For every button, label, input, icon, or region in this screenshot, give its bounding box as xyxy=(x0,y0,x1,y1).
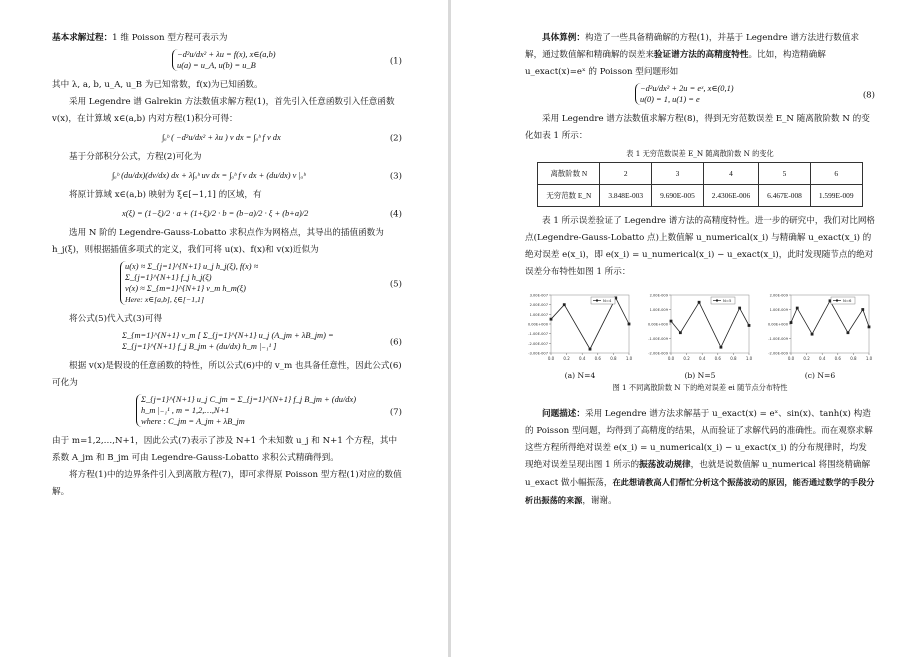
x-tick-label: 0.8 xyxy=(850,356,857,361)
data-point xyxy=(790,321,793,324)
eq7-number: (7) xyxy=(389,407,402,417)
table-cell: 9.690E-005 xyxy=(652,185,704,207)
y-tick-label: 0.00E+000 xyxy=(647,322,668,327)
problem-mid: ，也就是说数值解 u_numerical 将围绕精确解 u_exact 做小幅振荡， xyxy=(525,460,871,488)
data-point xyxy=(748,324,751,327)
paragraph-table-intro: 采用 Legendre 谱方法数值求解方程(8)，得到无穷范数误差 E_N 随离散阶数 N 的变化如表 1 所示： xyxy=(525,114,870,141)
eq3-body: ∫ₐᵇ (du/dx)(dv/dx) dx + λ∫ₐᵇ uv dx = ∫ₐᵇ f v dx + (du/dx) v |ₐᵇ xyxy=(112,171,306,180)
paragraph-intro xyxy=(52,30,402,47)
paragraph-problem xyxy=(525,406,875,510)
paragraph-constants: 其中 λ, a, b, u_A, u_B 为已知常数，f(x)为已知函数。 xyxy=(52,80,263,90)
eq8-line2: u(0) = 1, u(1) = e xyxy=(640,95,700,104)
x-tick-label: 0.0 xyxy=(787,356,795,361)
y-tick-label: 0.00E+000 xyxy=(527,322,548,327)
figure-1 xyxy=(525,287,875,380)
x-tick-label: 0.4 xyxy=(819,356,826,361)
equation-7 xyxy=(52,394,402,431)
table-cell: 3.848E-003 xyxy=(600,185,652,207)
y-tick-label: 1.00E-007 xyxy=(529,312,548,317)
paragraph-mapping: 将原计算域 x∈(a,b) 映射为 ξ∈[−1,1] 的区域，有 xyxy=(69,190,262,200)
x-tick-label: 1.0 xyxy=(625,356,633,361)
eq7-line1: Σ_{j=1}^{N+1} u_j C_jm = Σ_{j=1}^{N+1} f_j B_jm + (du/dx) h_m |₋₁¹ , m = 1,2,…,N+1 xyxy=(141,395,356,415)
table-caption: 表 1 无穷范数误差 E_N 随离散阶数 N 的变化 xyxy=(626,149,774,158)
data-point xyxy=(550,318,553,321)
legend-marker xyxy=(716,300,718,302)
example-tail: 。比如，构造精确解 u_exact(x)=eˣ 的 Poisson 型问题形如 xyxy=(525,50,826,77)
y-tick-label: 3.00E-007 xyxy=(529,293,548,298)
table-cell: 4 xyxy=(703,163,758,185)
series-line xyxy=(671,302,749,347)
x-tick-label: 0.4 xyxy=(699,356,706,361)
series-line xyxy=(551,298,629,349)
example-bold: 验证谱方法的高精度特性 xyxy=(653,50,749,60)
equation-8 xyxy=(525,83,875,109)
eq5-line2: v(x) ≈ Σ_{m=1}^{N+1} v_m h_m(ξ) xyxy=(125,284,246,293)
eq7-line2: where : C_jm = A_jm + λB_jm xyxy=(141,417,245,426)
eq1-line2: u(a) = u_A, u(b) = u_B xyxy=(177,61,256,70)
x-tick-label: 1.0 xyxy=(865,356,873,361)
x-tick-label: 0.8 xyxy=(730,356,737,361)
equation-1 xyxy=(52,49,402,75)
y-tick-label: -1.00E-007 xyxy=(528,332,548,337)
paragraph-galerkin: 采用 Legendre 谱 Galrekin 方法数值求解方程(1)，首先引入任意函数引入任意函数 v(x)，在计算域 x∈(a,b) 内对方程(1)积分可得： xyxy=(52,97,395,124)
x-tick-label: 0.6 xyxy=(834,356,841,361)
table-header-n: 离散阶数 N xyxy=(538,163,600,185)
paragraph-substitute: 将公式(5)代入式(3)可得 xyxy=(69,314,163,324)
eq3-number: (3) xyxy=(389,171,402,181)
paragraph-integration-by-parts: 基于分部积分公式，方程(2)可化为 xyxy=(69,152,202,162)
plot-n4 xyxy=(525,287,635,365)
problem-highlight: 在此想请教高人们帮忙分析这个振荡波动的原因，能否通过数学的手段分析出振荡的来源 xyxy=(525,477,875,505)
y-tick-label: -3.00E-007 xyxy=(528,351,548,356)
eq4-body: x(ξ) = (1−ξ)/2 · a + (1+ξ)/2 · b = (b−a)/2 · ξ + (b+a)/2 xyxy=(122,209,309,218)
example-text: 构造了一些具备精确解的方程(1)，并基于 Legendre 谱方法进行数值求解，通过数值解和精确解的误差来 xyxy=(525,33,860,60)
data-point xyxy=(720,346,723,349)
data-point xyxy=(670,320,673,323)
x-tick-label: 0.2 xyxy=(563,356,570,361)
x-tick-label: 0.4 xyxy=(579,356,586,361)
y-tick-label: -2.00E-009 xyxy=(648,351,668,356)
data-point xyxy=(589,348,592,351)
error-table xyxy=(537,162,862,207)
problem-text: 采用 Legendre 谱方法求解基于 u_exact(x) = eˣ、sin(x)、tanh(x) 构造的 Poisson 型问题，均得到了高精度的结果，从而验证了求解代码的准确性。而在观察求解这些方程所得绝对误差 e(x_i) = u_numerical(x_i) − u_exact(x_i) 的分布规律时，均发现绝对误差呈现出图 1 所示的 xyxy=(525,409,873,470)
y-tick-label: -1.00E-009 xyxy=(768,337,788,341)
problem-bold: 振荡波动规律 xyxy=(639,460,691,470)
y-tick-label: 2.00E-007 xyxy=(529,303,548,308)
eq5-here: Here: x∈[a,b], ξ∈[−1,1] xyxy=(125,295,204,304)
data-point xyxy=(847,331,850,334)
section-head-problem: 问题描述： xyxy=(542,409,585,419)
y-tick-label: 0.00E+000 xyxy=(767,322,788,327)
y-tick-label: 2.00E-009 xyxy=(649,293,668,298)
right-column xyxy=(525,30,875,510)
y-tick-label: 2.00E-009 xyxy=(769,293,788,298)
x-tick-label: 0.2 xyxy=(803,356,810,361)
table-cell: 2 xyxy=(600,163,652,185)
plot-frame xyxy=(791,295,869,353)
data-point xyxy=(738,307,741,310)
data-point xyxy=(868,326,871,329)
right-page xyxy=(451,0,900,657)
x-tick-label: 0.8 xyxy=(610,356,617,361)
section-head-basic: 基本求解过程： xyxy=(52,33,113,43)
paragraph-system: 由于 m=1,2,…,N+1，因此公式(7)表示了涉及 N+1 个未知数 u_j 和 N+1 个方程，其中系数 A_jm 和 B_jm 可由 Legendre-Gauss-Lobatto 求积公式精确得到。 xyxy=(52,436,398,463)
eq5-number: (5) xyxy=(389,279,402,290)
eq6-body: Σ_{m=1}^{N+1} v_m [ Σ_{j=1}^{N+1} u_j (A_jm + λB_jm) = Σ_{j=1}^{N+1} f_j B_jm + (du/dx) h_m |₋₁¹ ] xyxy=(122,331,334,351)
problem-tail: ，谢谢。 xyxy=(582,496,617,506)
x-tick-label: 1.0 xyxy=(745,356,753,361)
equation-3 xyxy=(52,168,402,185)
paragraph-example xyxy=(525,30,875,81)
section-head-example: 具体算例： xyxy=(542,33,585,43)
figure-caption: 图 1 不同离散阶数 N 下的绝对误差 ei 随节点分布特性 xyxy=(612,383,788,392)
y-tick-label: -1.00E-009 xyxy=(648,337,668,341)
data-point xyxy=(679,331,682,334)
paragraph-lgl-points: 选用 N 阶的 Legendre-Gauss-Lobatto 求积点作为网格点，其导出的插值函数为 h_j(ξ)，则根据插值多项式的定义，我们可将 u(x)、f(x)和 v(x)近似为 xyxy=(52,228,384,255)
x-tick-label: 0.6 xyxy=(714,356,721,361)
y-tick-label: -2.00E-007 xyxy=(528,341,548,346)
equation-2 xyxy=(52,130,402,147)
legend-label: N=5 xyxy=(723,298,732,303)
plot-n6 xyxy=(765,287,875,365)
intro-text: 1 维 Poisson 型方程可表示为 xyxy=(112,33,228,43)
x-tick-label: 0.0 xyxy=(667,356,675,361)
eq4-number: (4) xyxy=(389,209,402,219)
left-column xyxy=(52,30,402,501)
equation-4 xyxy=(52,206,402,223)
legend-marker xyxy=(836,300,838,302)
x-tick-label: 0.2 xyxy=(683,356,690,361)
plot-caption-a: (a) N=4 xyxy=(564,371,596,380)
data-point xyxy=(628,323,631,326)
eq5-line1: u(x) ≈ Σ_{j=1}^{N+1} u_j h_j(ξ), f(x) ≈ Σ_{j=1}^{N+1} f_j h_j(ξ) xyxy=(125,262,259,282)
table-header-error: 无穷范数 E_N xyxy=(538,185,600,207)
x-tick-label: 0.6 xyxy=(594,356,601,361)
data-point xyxy=(861,308,864,311)
table-row xyxy=(538,163,862,185)
eq8-line1: −d²u/dx² + 2u = eˣ, x∈(0,1) xyxy=(640,84,734,93)
data-point xyxy=(811,333,814,336)
eq8-number: (8) xyxy=(862,90,875,101)
series-line xyxy=(791,301,869,334)
x-tick-label: 0.0 xyxy=(547,356,555,361)
table-row xyxy=(538,185,862,207)
legend-marker xyxy=(596,300,598,302)
plot-caption-c: (c) N=6 xyxy=(804,371,836,380)
paragraph-arbitrary: 根据 v(x)是假设的任意函数的特性，所以公式(6)中的 v_m 也具备任意性，因此公式(6)可化为 xyxy=(52,361,402,388)
paragraph-boundary: 将方程(1)中的边界条件引入到离散方程(7)，即可求得原 Poisson 型方程(1)对应的数值解。 xyxy=(52,470,402,497)
table-cell: 1.599E-009 xyxy=(810,185,862,207)
table-cell: 2.4306E-006 xyxy=(703,185,758,207)
data-point xyxy=(563,303,566,306)
plot-n5 xyxy=(645,287,755,365)
left-page xyxy=(0,0,449,657)
table-cell: 6.467E-008 xyxy=(759,185,811,207)
plot-caption-b: (b) N=5 xyxy=(684,371,716,380)
eq2-body: ∫ₐᵇ ( −d²u/dx² + λu ) v dx = ∫ₐᵇ f v dx xyxy=(162,133,281,142)
table-cell: 5 xyxy=(759,163,811,185)
equation-5 xyxy=(52,261,402,309)
eq1-line1: −d²u/dx² + λu = f(x), x∈(a,b) xyxy=(177,50,276,59)
eq1-number: (1) xyxy=(389,56,402,67)
y-tick-label: 1.00E-009 xyxy=(769,308,788,312)
paragraph-error-analysis: 表 1 所示误差验证了 Legendre 谱方法的高精度特性。进一步的研究中，我们对比网格点(Legendre-Gauss-Lobatto 点)上数值解 u_numerical(x_i) 与精确解 u_exact(x_i) 的绝对误差 e(x_i)，即 e(x_i) = u_numerical(x_i) − u_exact(x_i)，此时发现随节点的绝对误差分布特性如图 1 所示： xyxy=(525,216,876,277)
legend-label: N=6 xyxy=(843,298,852,303)
eq2-number: (2) xyxy=(389,133,402,143)
eq6-number: (6) xyxy=(389,337,402,348)
data-point xyxy=(698,301,701,304)
plot-frame xyxy=(551,295,629,353)
y-tick-label: 1.00E-009 xyxy=(649,308,668,312)
table-cell: 6 xyxy=(810,163,862,185)
equation-6 xyxy=(52,330,402,356)
legend-label: N=4 xyxy=(603,298,612,303)
data-point xyxy=(796,307,799,310)
table-cell: 3 xyxy=(652,163,704,185)
y-tick-label: -2.00E-009 xyxy=(768,351,788,356)
